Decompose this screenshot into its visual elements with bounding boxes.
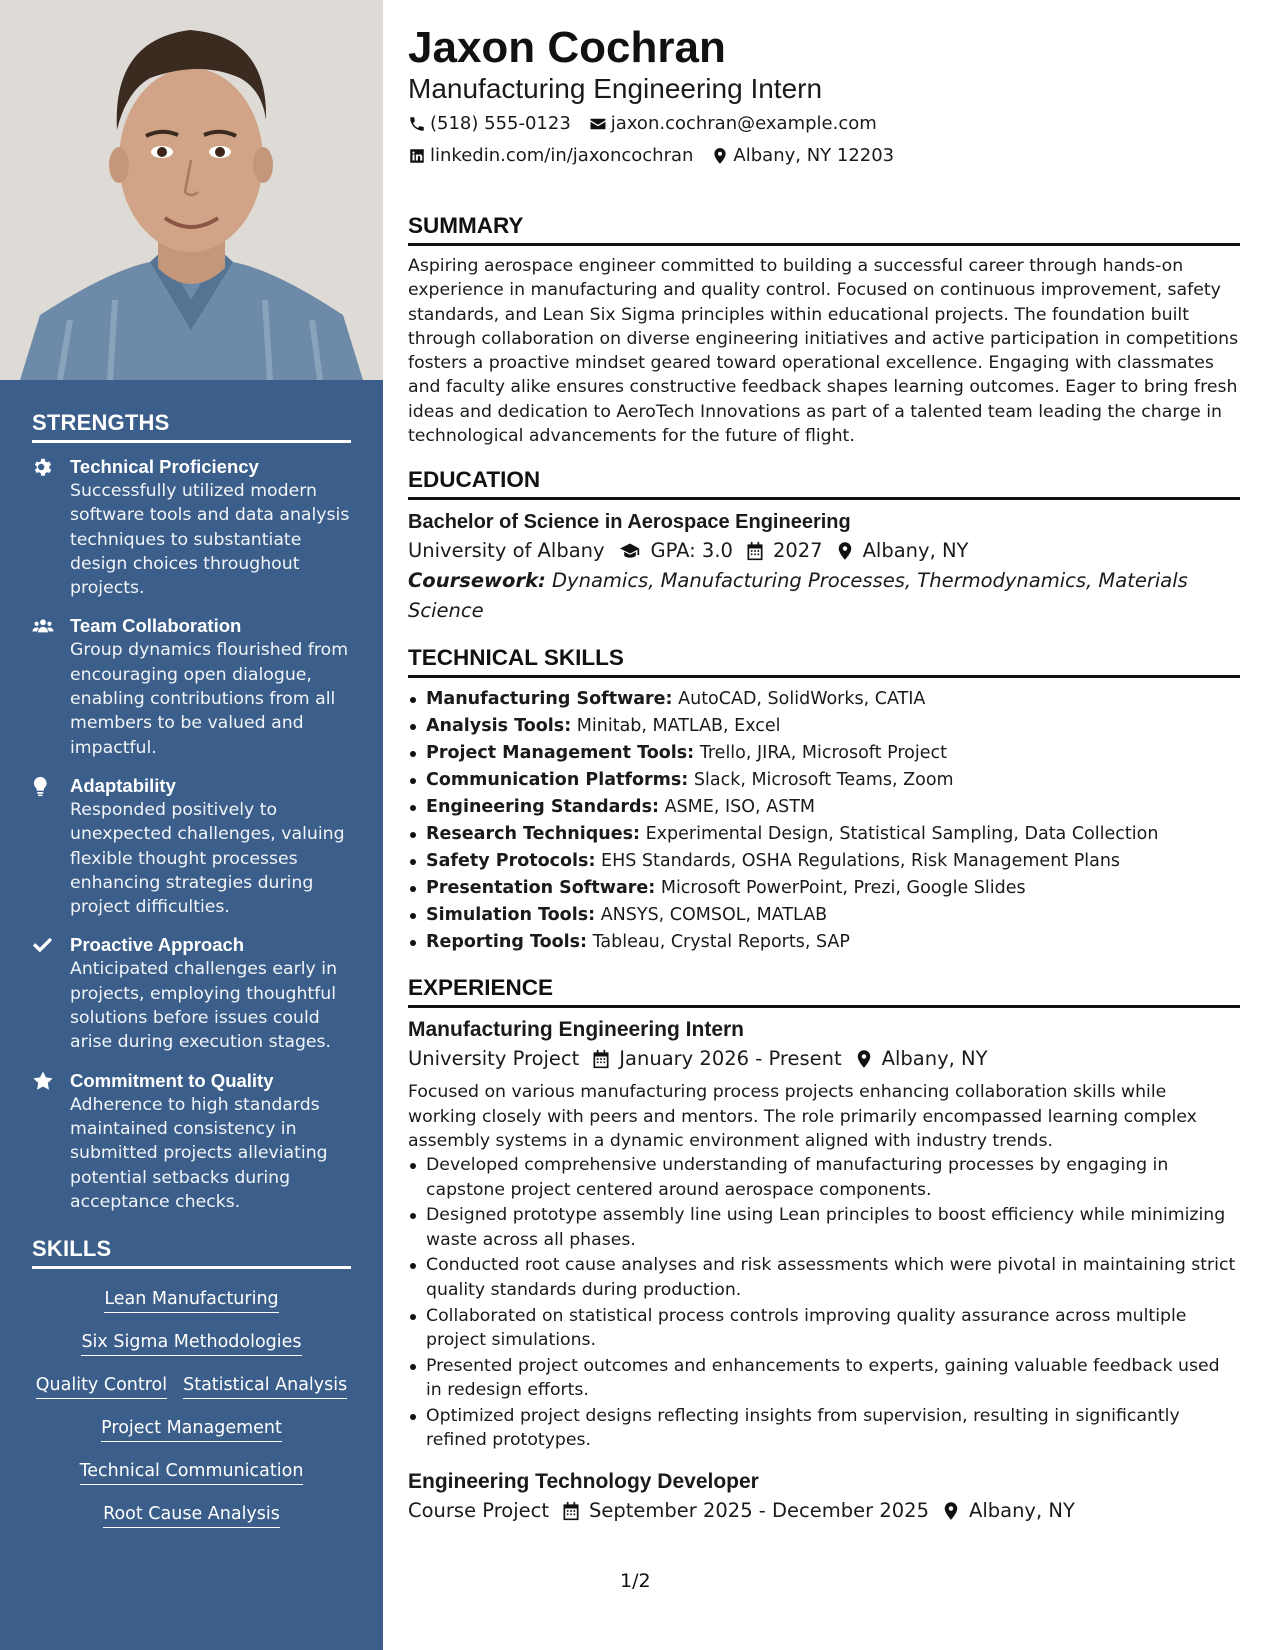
list-item: Presentation Software: Microsoft PowerPoint, Prezi, Google Slides [408,875,1240,902]
skill-tag: Lean Manufacturing [104,1287,278,1313]
gear-icon [32,456,54,478]
experience-heading: EXPERIENCE [408,974,1240,1008]
list-item: Designed prototype assembly line using Lean principles to boost efficiency while minimizing waste across all phases. [408,1203,1240,1252]
strength-desc: Responded positively to unexpected challenges, valuing flexible thought processes enhancing strategies during project difficulties. [70,799,345,918]
strength-desc: Anticipated challenges early in projects, employing thoughtful solutions before issues could arise during execution stages. [70,959,338,1053]
job-meta [408,1044,1240,1074]
list-item: Analysis Tools: Minitab, MATLAB, Excel [408,713,1240,740]
lightbulb-icon [32,775,54,797]
strengths-heading: STRENGTHS [32,410,351,443]
strength-item [32,933,351,1054]
skill-tag: Technical Communication [80,1459,304,1485]
list-item: Manufacturing Software: AutoCAD, SolidWorks, CATIA [408,686,1240,713]
list-item: Developed comprehensive understanding of manufacturing processes by engaging in capstone project centered around aerospace components. [408,1153,1240,1202]
strength-title: Team Collaboration [70,615,242,637]
coursework [408,566,1240,626]
contact-row [408,108,1240,140]
education-heading: EDUCATION [408,466,1240,500]
map-pin-icon [835,541,855,561]
education-meta [408,536,1240,566]
skill-tag: Project Management [101,1416,282,1442]
strength-title: Commitment to Quality [70,1069,274,1091]
job-bullets [408,1153,1240,1452]
phone-number[interactable]: (518) 555-0123 [430,113,571,134]
job-location: Albany, NY [881,1047,988,1071]
graduation-year: 2027 [772,539,823,563]
map-pin-icon [941,1501,961,1521]
coursework-label: Coursework: [408,569,546,593]
list-item: Simulation Tools: ANSYS, COMSOL, MATLAB [408,902,1240,929]
calendar-icon [561,1501,581,1521]
map-pin-icon [711,147,729,165]
linkedin-link[interactable]: linkedin.com/in/jaxoncochran [430,145,694,166]
profile-photo [0,0,383,380]
skill-tag: Root Cause Analysis [103,1502,280,1528]
strength-item [32,455,351,600]
check-icon [32,934,54,956]
calendar-icon [745,541,765,561]
location-text: Albany, NY 12203 [733,145,895,166]
strength-item [32,774,351,919]
summary-heading: SUMMARY [408,212,1240,246]
job-title: Engineering Technology Developer [408,1470,759,1494]
strength-desc: Group dynamics flourished from encouraging open dialogue, enabling contributions from all members to be valued and impactful. [70,640,349,758]
skills-heading: SKILLS [32,1236,351,1269]
technical-skills-heading: TECHNICAL SKILLS [408,644,1240,678]
list-item: Project Management Tools: Trello, JIRA, Microsoft Project [408,740,1240,767]
list-item: Safety Protocols: EHS Standards, OSHA Regulations, Risk Management Plans [408,848,1240,875]
users-icon [32,615,54,637]
job-description: Focused on various manufacturing process projects enhancing collaboration skills while working closely with peers and mentors. The role primarily encompassed learning complex assembly systems in a dynamic environment aligned with industry trends. [408,1082,1197,1151]
page-number: 1/2 [620,1570,651,1592]
sidebar [0,0,383,1650]
main-content [408,22,1240,1526]
list-item: Research Techniques: Experimental Design, Statistical Sampling, Data Collection [408,821,1240,848]
contact-row [408,140,1240,172]
strength-title: Adaptability [70,774,176,796]
skill-tag: Quality Control [36,1373,167,1399]
strength-item [32,614,351,759]
list-item: Communication Platforms: Slack, Microsoft Teams, Zoom [408,767,1240,794]
phone-icon [408,115,426,133]
job-dates: January 2026 - Present [619,1047,842,1071]
list-item: Presented project outcomes and enhancements to experts, gaining valuable feedback used in redesign efforts. [408,1354,1240,1403]
skill-tag: Six Sigma Methodologies [81,1330,301,1356]
job-org: Course Project [408,1499,549,1523]
degree-title: Bachelor of Science in Aerospace Engineering [408,511,851,534]
job-title: Manufacturing Engineering Intern [408,1018,745,1042]
school-name: University of Albany [408,539,605,563]
strength-title: Proactive Approach [70,934,245,956]
job-dates: September 2025 - December 2025 [589,1499,929,1523]
skills-list [32,1281,351,1545]
gpa-text: GPA: 3.0 [650,539,733,563]
job-location: Albany, NY [968,1499,1075,1523]
email-link[interactable]: jaxon.cochran@example.com [610,113,877,134]
list-item: Collaborated on statistical process controls improving quality assurance across multiple project simulations. [408,1304,1240,1353]
star-icon [32,1070,54,1092]
school-location: Albany, NY [862,539,969,563]
strength-item [32,1069,351,1214]
list-item: Engineering Standards: ASME, ISO, ASTM [408,794,1240,821]
strength-desc: Successfully utilized modern software tools and data analysis techniques to substantiate design choices throughout projects. [70,481,350,599]
map-pin-icon [854,1049,874,1069]
strength-title: Technical Proficiency [70,456,259,477]
list-item: Reporting Tools: Tableau, Crystal Reports, SAP [408,929,1240,956]
skill-tag: Statistical Analysis [183,1373,347,1399]
job-meta [408,1496,1240,1526]
technical-skills-list [408,686,1240,956]
candidate-name: Jaxon Cochran [408,23,726,72]
envelope-icon [589,115,607,133]
coursework-list: Dynamics, Manufacturing Processes, Thermodynamics, Materials Science [408,569,1188,623]
calendar-icon [591,1049,611,1069]
job-org: University Project [408,1047,580,1071]
strength-desc: Adherence to high standards maintained consistency in submitted projects alleviating potential setbacks during acceptance checks. [70,1094,328,1212]
graduation-cap-icon [617,541,643,561]
linkedin-icon [408,147,426,165]
list-item: Conducted root cause analyses and risk assessments which were pivotal in maintaining strict quality standards during production. [408,1253,1240,1302]
list-item: Optimized project designs reflecting insights from supervision, resulting in significantly refined prototypes. [408,1404,1240,1453]
job-title: Manufacturing Engineering Intern [408,73,823,104]
summary-text: Aspiring aerospace engineer committed to building a successful career through hands-on experience in manufacturing and quality control. Focused on continuous improvement, safety standards, and Lean Six Sigma principles within educational projects. The foundation built through collaboration on diverse engineering initiatives and active participation in competitions fosters a proactive mindset geared toward operational excellence. Engaging with classmates and faculty alike ensures constructive feedback shapes learning outcomes. Eager to bring fresh ideas and dedication to AeroTech Innovations as part of a talented team leading the charge in technological advancements for the future of flight. [408,256,1239,447]
